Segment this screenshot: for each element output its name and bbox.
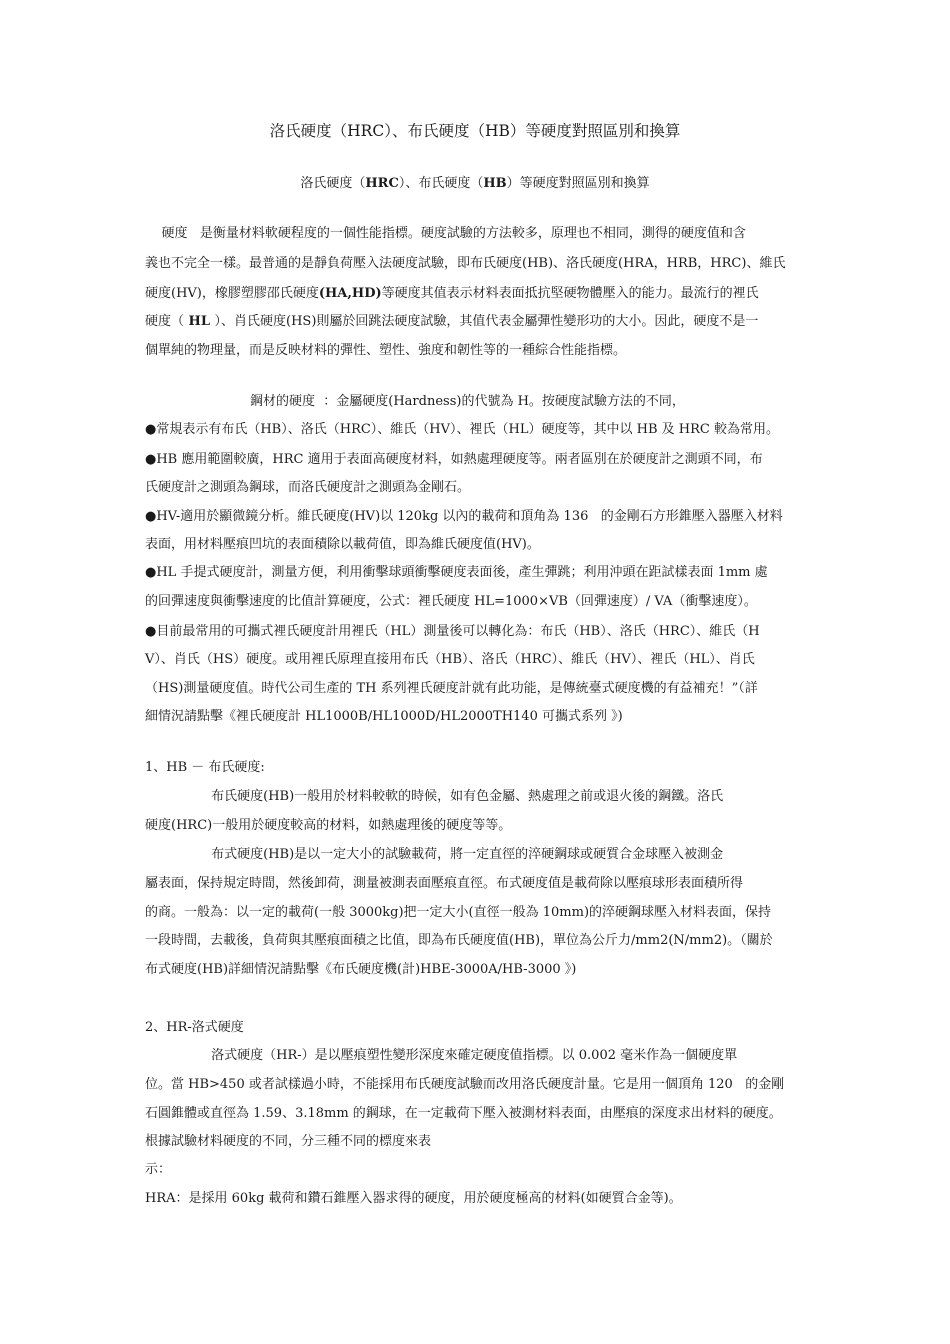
intro-bold-text: (HA,HD): [318, 286, 382, 301]
subtitle-bold-hrc: HRC: [365, 176, 399, 191]
intro-line: [145, 285, 759, 303]
steel-line: ●目前最常用的可攜式裡氏硬度計用裡氏（HL）測量後可以轉化為：布氏（HB）、洛氏（HRC）、維氏（H: [145, 624, 760, 639]
subtitle-part: 洛氏硬度（: [300, 176, 366, 191]
intro-bold-text: HL: [184, 314, 215, 329]
steel-line: 的回彈速度與衝擊速度的比值計算硬度，公式：裡氏硬度 HL=1000×VB（回彈速度）/ VA（衝擊速度）。: [145, 594, 757, 609]
hb-line: 屬表面，保持規定時間，然後卸荷，測量被測表面壓痕直徑。布式硬度值是載荷除以壓痕球形表面積所得: [145, 876, 744, 891]
hr-line: 石圓錐體或直徑為 1.59、3.18mm 的鋼球，在一定載荷下壓入被測材料表面，由壓痕的深度求出材料的硬度。: [145, 1106, 782, 1121]
intro-line: 個單純的物理量，而是反映材料的彈性、塑性、強度和韌性等的一種綜合性能指標。: [145, 343, 627, 358]
hr-line: 根據試驗材料硬度的不同，分三種不同的標度來表: [145, 1134, 432, 1149]
intro-text: 硬度（: [145, 314, 185, 329]
document-title: 洛氏硬度（HRC）、布氏硬度（HB）等硬度對照區別和換算: [269, 122, 681, 140]
hb-heading: 1、HB － 布氏硬度:: [145, 760, 265, 775]
steel-line: ●常規表示有布氏（HB）、洛氏（HRC）、維氏（HV）、裡氏（HL）硬度等，其中以 HB 及 HRC 較為常用。: [145, 422, 779, 437]
intro-text: ）、肖氏硬度(HS)則屬於回跳法硬度試驗，其值代表金屬彈性變形功的大小。因此，硬度不是一: [214, 314, 759, 329]
steel-line: 表面，用材料壓痕凹坑的表面積除以載荷值，即為維氏硬度值(HV)。: [145, 537, 540, 552]
hr-line: HRA：是採用 60kg 載荷和鑽石錐壓入器求得的硬度，用於硬度極高的材料(如硬質合金等)。: [145, 1191, 682, 1206]
steel-heading: 鋼材的硬度 ：金屬硬度(Hardness)的代號為 H。按硬度試驗方法的不同，: [250, 394, 685, 409]
steel-line: ●HB 應用範圍較廣，HRC 適用于表面高硬度材料，如熱處理硬度等。兩者區別在於硬度計之測頭不同，布: [145, 452, 763, 467]
hr-line: 示：: [145, 1162, 172, 1177]
hb-line: 一段時間，去載後，負荷與其壓痕面積之比值，即為布氏硬度值(HB)，單位為公斤力/mm2(N/mm2)。（關於: [145, 933, 773, 948]
hr-line: 洛式硬度（HR-）是以壓痕塑性變形深度來確定硬度值指標。以 0.002 毫米作為一個硬度單: [145, 1048, 738, 1063]
intro-text: 等硬度其值表示材料表面抵抗堅硬物體壓入的能力。最流行的裡氏: [381, 286, 759, 301]
subtitle-bold-hb: HB: [483, 176, 507, 191]
hb-line: 布氏硬度(HB)一般用於材料較軟的時候，如有色金屬、熱處理之前或退火後的鋼鐵。洛氏: [145, 789, 724, 804]
intro-line: 硬度 是衡量材料軟硬程度的一個性能指標。硬度試驗的方法較多，原理也不相同，測得的硬度值和含: [145, 226, 746, 241]
hr-line: 位。當 HB>450 或者試樣過小時，不能採用布氏硬度試驗而改用洛氏硬度計量。它是用一個頂角 120 的金剛: [145, 1077, 785, 1092]
hr-heading: 2、HR-洛式硬度: [145, 1020, 244, 1035]
steel-line: 氏硬度計之測頭為鋼球，而洛氏硬度計之測頭為金剛石。: [145, 480, 471, 495]
hb-line: 布式硬度(HB)詳細情況請點擊《布氏硬度機(計)HBE-3000A/HB-3000 》): [145, 962, 577, 977]
subtitle-part: ）等硬度對照區別和換算: [506, 176, 650, 191]
steel-line: V）、肖氏（HS）硬度。或用裡氏原理直接用布氏（HB）、洛氏（HRC）、維氏（HV）、裡氏（HL）、肖氏: [145, 652, 755, 667]
steel-line: ●HL 手提式硬度計，測量方便，利用衝擊球頭衝擊硬度表面後，產生彈跳；利用沖頭在距試樣表面 1mm 處: [145, 565, 768, 580]
hb-line: 硬度(HRC)一般用於硬度較高的材料，如熱處理後的硬度等等。: [145, 818, 512, 833]
subtitle-part: ）、布氏硬度（: [398, 176, 484, 191]
hb-line: 布式硬度(HB)是以一定大小的試驗載荷，將一定直徑的淬硬鋼球或硬質合金球壓入被測金: [145, 847, 724, 862]
intro-line: 義也不完全一樣。最普通的是靜負荷壓入法硬度試驗，即布氏硬度(HB)、洛氏硬度(HRA，HRB，HRC)、維氏: [145, 256, 786, 271]
hb-line: 的商。一般為：以一定的載荷(一般 3000kg)把一定大小(直徑一般為 10mm)的淬硬鋼球壓入材料表面，保持: [145, 905, 772, 920]
steel-line: 細情況請點擊《裡氏硬度計 HL1000B/HL1000D/HL2000TH140 可攜式系列 》): [145, 709, 623, 724]
intro-line: [145, 313, 758, 331]
document-subtitle: [0, 175, 950, 193]
intro-text: 硬度(HV)，橡膠塑膠邵氏硬度: [145, 286, 319, 301]
steel-line: ●HV-適用於顯微鏡分析。維氏硬度(HV)以 120kg 以內的載荷和頂角為 136 的金剛石方形錐壓入器壓入材料: [145, 509, 783, 524]
steel-line: （HS)測量硬度值。時代公司生產的 TH 系列裡氏硬度計就有此功能，是傳統臺式硬度機的有益補充！”（詳: [145, 681, 758, 696]
